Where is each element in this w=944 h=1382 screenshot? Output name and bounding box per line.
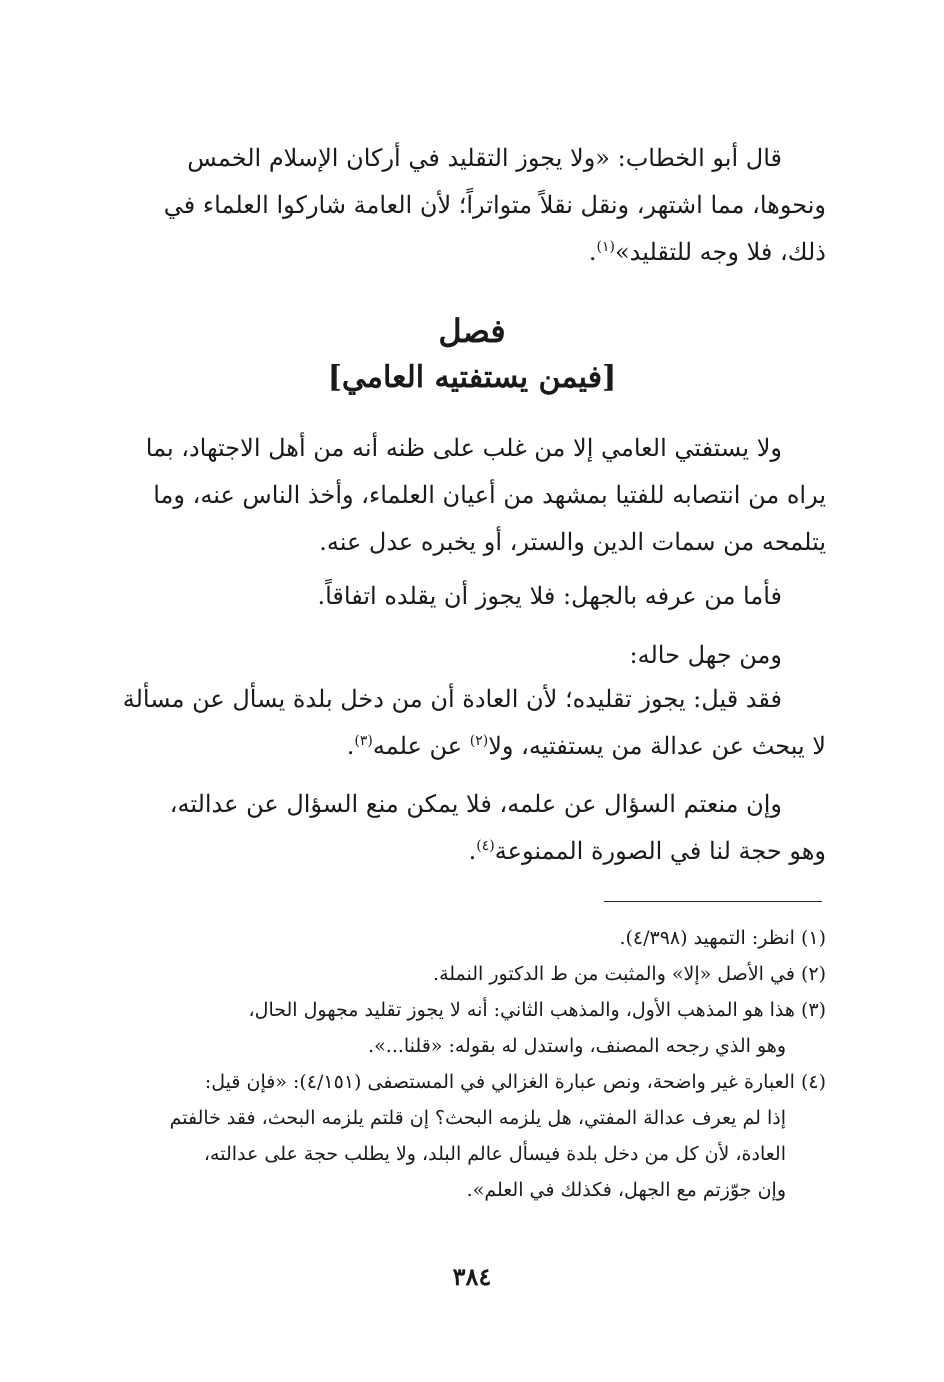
- section-title: فصل: [438, 312, 506, 350]
- section-subtitle: [فيمن يستفتيه العامي]: [327, 360, 617, 395]
- footnote-4-line: إذا لم يعرف عدالة المفتي، هل يلزمه البحث؟ إن قلتم يلزمه البحث، فقد خالفتم: [169, 1107, 786, 1129]
- text-line: ونحوها، مما اشتهر، ونقل نقلاً متواتراً؛ لأن العامة شاركوا العلماء في: [163, 191, 826, 219]
- text-segment: لا يبحث عن عدالة من يستفتيه، ولا: [488, 732, 826, 760]
- footnote-3-line: وهو الذي رجحه المصنف، واستدل له بقوله: «قلنا...».: [368, 1035, 786, 1057]
- footnote-4-line: وإن جوّزتم مع الجهل، فكذلك في العلم».: [466, 1179, 786, 1201]
- text-line: قال أبو الخطاب: «ولا يجوز التقليد في أركان الإسلام الخمس: [187, 144, 782, 172]
- text-line: ومن جهل حاله:: [629, 641, 782, 669]
- footnote-2: (٢) في الأصل «إلا» والمثبت من ط الدكتور النملة.: [433, 963, 826, 985]
- footnote-1: (١) انظر: التمهيد (٤/٣٩٨).: [619, 927, 826, 949]
- paragraph-istifta: [100, 425, 826, 566]
- page-number: ٣٨٤: [452, 1262, 492, 1291]
- footnote-4-line: العادة، لأن كل من دخل بلدة فيسأل عالم البلد، ولا يطلب حجة على عدالته،: [203, 1143, 786, 1165]
- text-line: يتلمحه من سمات الدين والستر، أو يخبره عدل عنه.: [319, 528, 826, 556]
- paragraph-abu-alkhattab: [100, 135, 826, 276]
- text-line: وإن منعتم السؤال عن علمه، فلا يمكن منع السؤال عن عدالته،: [169, 790, 782, 818]
- footnote-ref: (٣): [354, 733, 373, 749]
- paragraph-objection: [100, 781, 826, 875]
- footnotes: [100, 920, 826, 1208]
- text-segment: ذلك، فلا وجه للتقليد»: [614, 238, 826, 266]
- text-segment: وهو حجة لنا في الصورة الممنوعة: [494, 837, 826, 865]
- footnote-ref: (١): [596, 239, 615, 255]
- footnote-3-line: (٣) هذا هو المذهب الأول، والمذهب الثاني: أنه لا يجوز تقليد مجهول الحال،: [248, 999, 826, 1021]
- text-line: يراه من انتصابه للفتيا بمشهد من أعيان العلماء، وأخذ الناس عنه، وما: [153, 481, 826, 509]
- text-segment: .: [468, 837, 477, 865]
- paragraph-qila: [100, 676, 826, 770]
- text-line: [100, 723, 826, 770]
- footnote-4-line: (٤) العبارة غير واضحة، ونص عبارة الغزالي في المستصفى (٤/١٥١): «فإن قيل:: [204, 1071, 826, 1093]
- text-segment: .: [346, 732, 355, 760]
- paragraph-known-ignorant: [100, 573, 826, 620]
- text-line: فأما من عرفه بالجهل: فلا يجوز أن يقلده اتفاقاً.: [317, 582, 782, 610]
- text-segment: .: [588, 238, 597, 266]
- text-line: [100, 229, 826, 276]
- text-line: فقد قيل: يجوز تقليده؛ لأن العادة أن من دخل بلدة يسأل عن مسألة: [122, 685, 782, 713]
- text-line: ولا يستفتي العامي إلا من غلب على ظنه أنه من أهل الاجتهاد، بما: [145, 434, 782, 462]
- text-segment: عن علمه: [372, 732, 470, 760]
- paragraph-unknown-state: [100, 632, 826, 679]
- footnote-separator: [604, 901, 822, 902]
- footnote-ref: (٤): [476, 838, 495, 854]
- text-line: [100, 828, 826, 875]
- footnote-ref: (٢): [469, 733, 489, 749]
